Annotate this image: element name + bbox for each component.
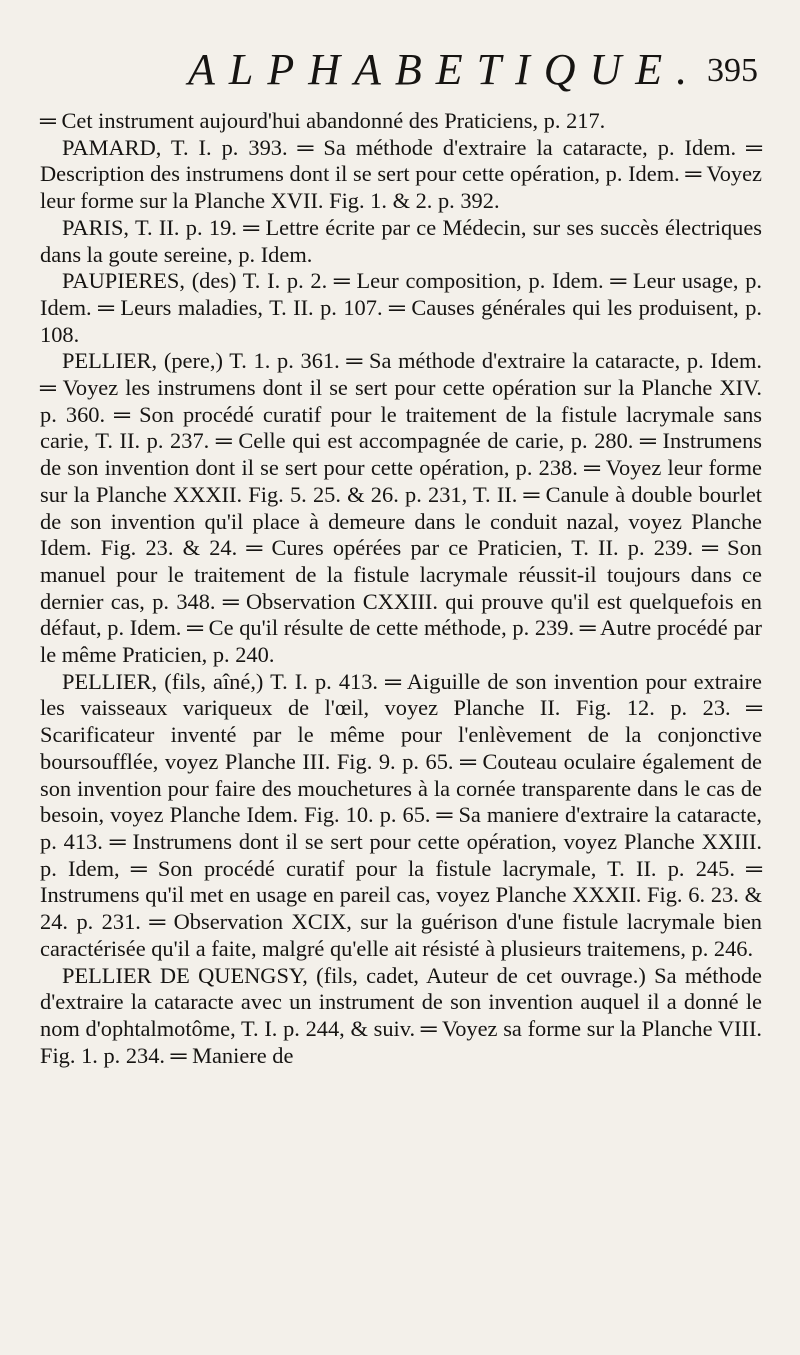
page-number: 395: [707, 52, 758, 89]
index-entry-pellier-fils-aine: PELLIER, (fils, aîné,) T. I. p. 413. ═ Aiguille de son invention pour extraire les vaisseaux variqueux de l'œil, voyez Planche II. Fig. 12. p. 23. ═ Scarificateur inventé par le même pour l'enlèvement de la conjonctive boursoufflée, voyez Planche III. Fig. 9. p. 65. ═ Couteau oculaire également de son invention pour faire des mouchetures à la cornée transparente dans le cas de besoin, voyez Planche Idem. Fig. 10. p. 65. ═ Sa maniere d'extraire la cataracte, p. 413. ═ Instrumens dont il se sert pour cette opération, voyez Planche XXIII. p. Idem, ═ Son procédé curatif pour la fistule lacrymale, T. II. p. 245. ═ Instrumens qu'il met en usage en pareil cas, voyez Planche XXXII. Fig. 6. 23. & 24. p. 231. ═ Observation XCIX, sur la guérison d'une fistule lacrymale bien caractérisée qu'il a faite, malgré qu'elle ait résisté à plusieurs traitemens, p. 246.: [40, 668, 762, 961]
running-title: ALPHABETIQUE.: [188, 45, 702, 94]
index-entry-paupieres: PAUPIERES, (des) T. I. p. 2. ═ Leur composition, p. Idem. ═ Leur usage, p. Idem. ═ Leurs maladies, T. II. p. 107. ═ Causes générales qui les produisent, p. 108.: [40, 268, 762, 347]
running-head: [40, 38, 762, 102]
index-entry-pellier-de-quengsy: PELLIER DE QUENGSY, (fils, cadet, Auteur de cet ouvrage.) Sa méthode d'extraire la cataracte avec un instrument de son invention auquel il a donné le nom d'ophtalmotôme, T. I. p. 244, & suiv. ═ Voyez sa forme sur la Planche VIII. Fig. 1. p. 234. ═ Maniere de: [40, 962, 762, 1068]
index-entry-paris: PARIS, T. II. p. 19. ═ Lettre écrite par ce Médecin, sur ses succès électriques dans la goute sereine, p. Idem.: [40, 214, 762, 267]
index-entry-pamard: PAMARD, T. I. p. 393. ═ Sa méthode d'extraire la cataracte, p. Idem. ═ Description des instrumens dont il se sert pour cette opération, p. Idem. ═ Voyez leur forme sur la Planche XVII. Fig. 1. & 2. p. 392.: [40, 134, 762, 214]
index-entry-pellier-pere: PELLIER, (pere,) T. 1. p. 361. ═ Sa méthode d'extraire la cataracte, p. Idem. ═ Voyez les instrumens dont il se sert pour cette opération sur la Planche XIV. p. 360. ═ Son procédé curatif pour le traitement de la fistule lacrymale sans carie, T. II. p. 237. ═ Celle qui est accompagnée de carie, p. 280. ═ Instrumens de son invention dont il se sert pour cette opération, p. 238. ═ Voyez leur forme sur la Planche XXXII. Fig. 5. 25. & 26. p. 231, T. II. ═ Canule à double bourlet de son invention qu'il place à demeure dans le conduit nazal, voyez Planche Idem. Fig. 23. & 24. ═ Cures opérées par ce Praticien, T. II. p. 239. ═ Son manuel pour le traitement de la fistule lacrymale réussit-il toujours dans ce dernier cas, p. 348. ═ Observation CXXIII. qui prouve qu'il est quelquefois en défaut, p. Idem. ═ Ce qu'il résulte de cette méthode, p. 239. ═ Autre procédé par le même Praticien, p. 240.: [40, 348, 762, 668]
index-text: [40, 108, 762, 1069]
index-continuation: ═ Cet instrument aujourd'hui abandonné des Praticiens, p. 217.: [40, 108, 606, 133]
